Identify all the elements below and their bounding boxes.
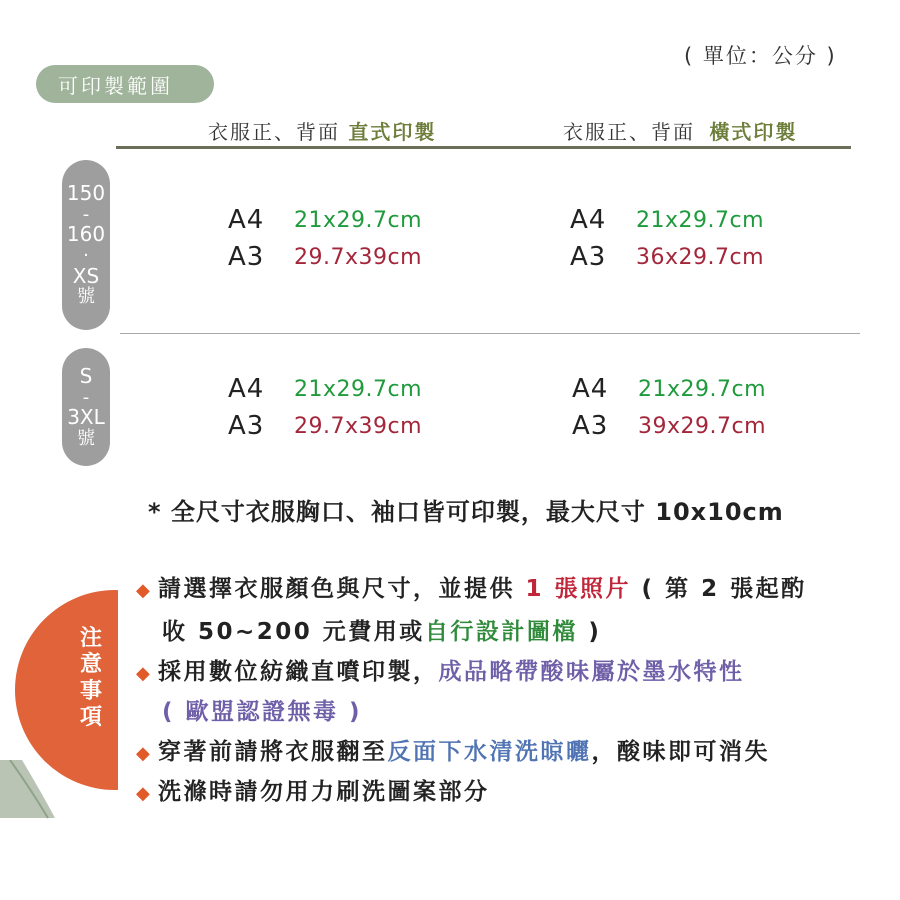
notice-char: 項 [79, 705, 102, 731]
notice-char: 意 [79, 652, 102, 678]
bullet-text: 採用數位紡織直噴印製， [158, 659, 439, 685]
diamond-bullet-icon: ◆ [136, 663, 153, 684]
size-label-line: 號 [77, 427, 95, 449]
notice-item-care [136, 773, 490, 806]
paper-size: A3 [228, 242, 265, 272]
print-dimensions: 39x29.7cm [638, 414, 767, 439]
bullet-highlight: 反面下水清洗晾曬 [387, 739, 592, 765]
header-divider [116, 146, 851, 149]
horizontal-print-header [563, 116, 797, 145]
size-label-line: 3XL [67, 405, 105, 429]
paper-size: A3 [572, 411, 609, 441]
notice-item-photo [136, 570, 807, 603]
size-label-line: 150 [66, 181, 106, 206]
size-label-line: · [83, 245, 89, 267]
diamond-bullet-icon: ◆ [136, 743, 153, 764]
printable-range-badge: 可印製範圍 [36, 65, 214, 103]
bullet-highlight: 自行設計圖檔 [424, 619, 578, 645]
size-label-line: 160 [66, 222, 106, 247]
unit-label: ( 單位：公分 ) [684, 44, 837, 68]
size-label-line: - [82, 204, 90, 226]
horizontal-header-highlight: 橫式印製 [709, 120, 798, 144]
bullet-text: 收 50~200 元費用或 [162, 619, 425, 645]
print-dimensions: 21x29.7cm [638, 377, 767, 402]
paper-size: A4 [570, 205, 607, 235]
size-label-line: XS [72, 263, 100, 288]
size-label-line: 號 [77, 286, 95, 308]
size-group-xs-label [62, 160, 110, 330]
bullet-text: ) [588, 619, 602, 645]
notice-char: 事 [79, 678, 102, 704]
size-label-line: - [82, 386, 90, 408]
paper-size: A3 [228, 411, 265, 441]
notice-item-photo-cont [162, 613, 601, 646]
bullet-text: ( 第 2 張起酌 [641, 576, 807, 602]
bullet-text: 請選擇衣服顏色與尺寸，並提供 [158, 576, 515, 602]
diamond-bullet-icon: ◆ [136, 580, 153, 601]
size-group-s-3xl-label [62, 348, 110, 466]
bullet-highlight: 成品略帶酸味屬於墨水特性 [438, 659, 745, 685]
paper-size: A4 [228, 205, 265, 235]
bullet-text: ，酸味即可消失 [591, 739, 770, 765]
vertical-header-highlight: 直式印製 [348, 120, 437, 144]
notice-item-printing [136, 653, 745, 686]
bullet-text: 洗滌時請勿用力刷洗圖案部分 [158, 779, 490, 805]
paper-size: A3 [570, 242, 607, 272]
print-dimensions: 21x29.7cm [636, 208, 765, 233]
bullet-text: 穿著前請將衣服翻至 [158, 739, 388, 765]
print-dimensions: 21x29.7cm [294, 208, 423, 233]
print-dimensions: 36x29.7cm [636, 245, 765, 270]
notice-item-printing-cont: ( 歐盟認證無毒 ) [162, 699, 363, 725]
vertical-print-header [208, 116, 436, 145]
max-print-size-note: * 全尺寸衣服胸口、袖口皆可印製，最大尺寸 10x10cm [148, 498, 784, 526]
bullet-highlight: 1 張照片 [525, 576, 632, 602]
notice-item-washing [136, 733, 770, 766]
group-divider [120, 333, 860, 334]
size-label-line: S [79, 363, 93, 388]
notice-char: 注 [79, 626, 102, 651]
notice-label [75, 626, 107, 732]
horizontal-header-prefix: 衣服正、背面 [563, 120, 695, 144]
paper-size: A4 [228, 374, 265, 404]
diamond-bullet-icon: ◆ [136, 783, 153, 804]
print-dimensions: 29.7x39cm [294, 245, 423, 270]
paper-size: A4 [572, 374, 609, 404]
vertical-header-prefix: 衣服正、背面 [208, 120, 340, 144]
print-dimensions: 29.7x39cm [294, 414, 423, 439]
print-dimensions: 21x29.7cm [294, 377, 423, 402]
